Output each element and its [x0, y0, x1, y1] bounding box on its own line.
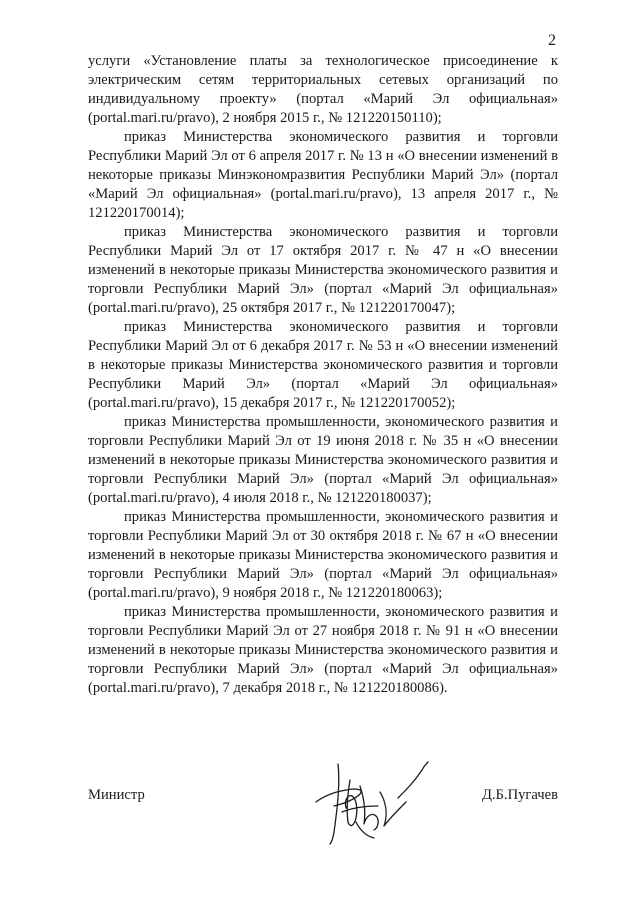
paragraph-4: приказ Министерства экономического развития и торговли Республики Марий Эл от 6 декабря 2017 г. № 53 н «О внесении изменений в некоторые приказы Министерства экономического развития и торговли Республики Марий Эл» (портал «Марий Эл официальная» (portal.mari.ru/pravo), 15 декабря 2017 г., № 121220170052);	[88, 319, 558, 411]
signature-block	[88, 786, 558, 846]
paragraph-6: приказ Министерства промышленности, экономического развития и торговли Республики Марий Эл от 30 октября 2018 г. № 67 н «О внесении изменений в некоторые приказы Министерства экономического развития и торговли Республики Марий Эл» (портал «Марий Эл официальная» (portal.mari.ru/pravo), 9 ноября 2018 г., № 121220180063);	[88, 509, 558, 601]
paragraph-5: приказ Министерства промышленности, экономического развития и торговли Республики Марий Эл от 19 июня 2018 г. № 35 н «О внесении изменений в некоторые приказы Министерства экономического развития и торговли Республики Марий Эл» (портал «Марий Эл официальная» (portal.mari.ru/pravo), 4 июля 2018 г., № 121220180037);	[88, 414, 558, 506]
signer-title: Министр	[88, 787, 145, 803]
paragraph-3: приказ Министерства экономического развития и торговли Республики Марий Эл от 17 октября 2017 г. № 47 н «О внесении изменений в некоторые приказы Министерства экономического развития и торговли Республики Марий Эл» (портал «Марий Эл официальная» (portal.mari.ru/pravo), 25 октября 2017 г., № 121220170047);	[88, 224, 558, 316]
page-number: 2	[548, 32, 556, 49]
paragraph-2: приказ Министерства экономического развития и торговли Республики Марий Эл от 6 апреля 2017 г. № 13 н «О внесении изменений в некоторые приказы Минэкономразвития Республики Марий Эл» (портал «Марий Эл официальная» (portal.mari.ru/pravo), 13 апреля 2017 г., № 121220170014);	[88, 129, 558, 221]
handwritten-signature	[294, 752, 444, 848]
document-body	[88, 52, 558, 698]
paragraph-1: услуги «Установление платы за технологическое присоединение к электрическим сетям территориальных сетевых организаций по индивидуальному проекту» (портал «Марий Эл официальная» (portal.mari.ru/pravo), 2 ноября 2015 г., № 121220150110);	[88, 53, 558, 126]
signer-name: Д.Б.Пугачев	[481, 787, 558, 803]
paragraph-7: приказ Министерства промышленности, экономического развития и торговли Республики Марий Эл от 27 ноября 2018 г. № 91 н «О внесении изменений в некоторые приказы Министерства экономического развития и торговли Республики Марий Эл» (портал «Марий Эл официальная» (portal.mari.ru/pravo), 7 декабря 2018 г., № 121220180086).	[88, 604, 558, 696]
